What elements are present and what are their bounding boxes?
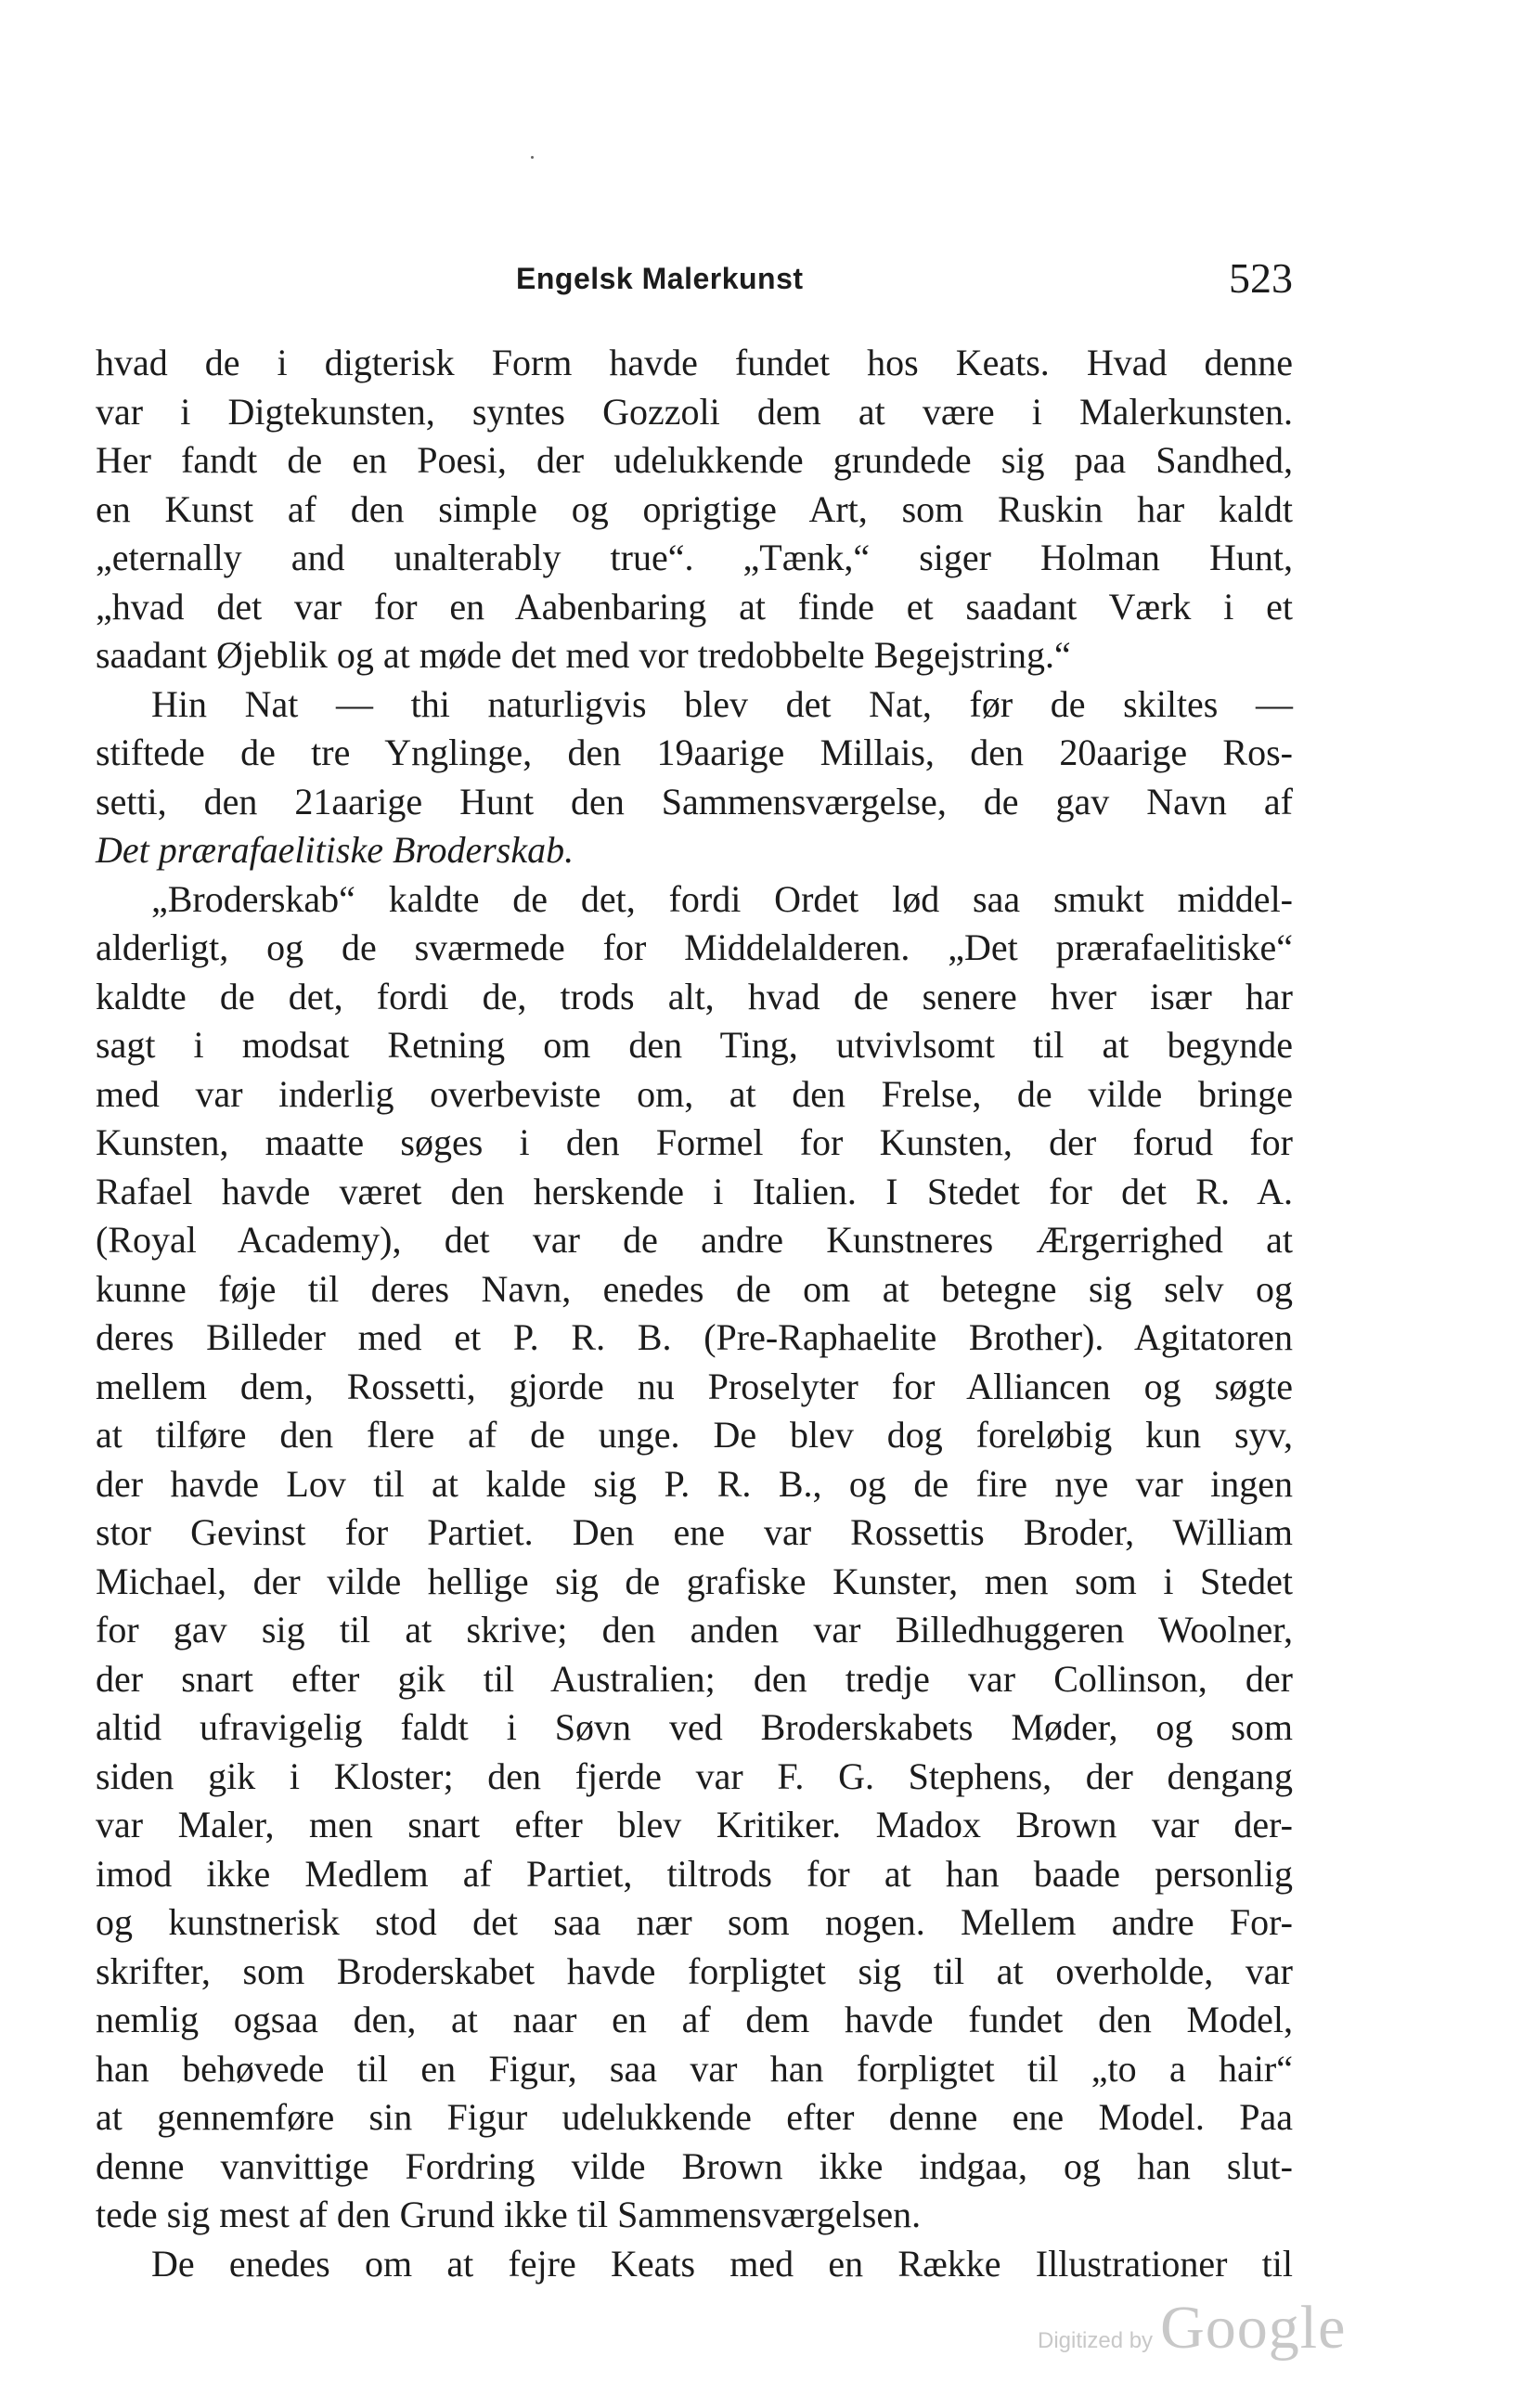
text-line: skrifter, som Broderskabet havde forpligtet sig til at overholde, var (96, 1949, 1293, 1992)
running-header (0, 255, 1536, 302)
text-line: han behøvede til en Figur, saa var han forpligtet til „to a hair“ (96, 2047, 1293, 2090)
print-speck (531, 156, 534, 159)
text-line: der havde Lov til at kalde sig P. R. B., og de fire nye var ingen (96, 1462, 1293, 1505)
text-line: saadant Øjeblik og at møde det med vor tredobbelte Begejstring.“ (96, 634, 1071, 676)
text-line: Rafael havde været den herskende i Italien. I Stedet for det R. A. (96, 1170, 1293, 1212)
text-line: var Maler, men snart efter blev Kritiker. Madox Brown var der- (96, 1804, 1293, 1845)
text-line: Kunsten, maatte søges i den Formel for Kunsten, der forud for (96, 1121, 1293, 1163)
watermark-prefix: Digitized by (1038, 2328, 1154, 2353)
text-line: var i Digtekunsten, syntes Gozzoli dem at være i Malerkunsten. (96, 390, 1293, 433)
text-line: og kunstnerisk stod det saa nær som nogen. Mellem andre For- (96, 1901, 1293, 1943)
text-line: (Royal Academy), det var de andre Kunstneres Ærgerrighed at (96, 1219, 1293, 1261)
text-line: „eternally and unalterably true“. „Tænk,“ siger Holman Hunt, (96, 537, 1293, 578)
body-text (96, 339, 1293, 2288)
text-line: mellem dem, Rossetti, gjorde nu Proselyter for Alliancen og søgte (96, 1365, 1293, 1407)
google-logo: Google (1160, 2294, 1347, 2362)
text-line: Michael, der vilde hellige sig de grafiske Kunster, men som i Stedet (96, 1560, 1293, 1602)
text-line: deres Billeder med et P. R. B. (Pre-Raphaelite Brother). Agitatoren (96, 1316, 1293, 1358)
text-line: alderligt, og de sværmede for Middelalderen. „Det prærafaelitiske“ (96, 926, 1293, 968)
text-line: imod ikke Medlem af Partiet, tiltrods for at han baade personlig (96, 1852, 1293, 1895)
text-line: Hin Nat — thi naturligvis blev det Nat, før de skiltes — (151, 682, 1293, 725)
text-line: tede sig mest af den Grund ikke til Sammensværgelsen. (96, 2194, 922, 2235)
text-line: med var inderlig overbeviste om, at den Frelse, de vilde bringe (96, 1072, 1293, 1115)
text-line: „Broderskab“ kaldte de det, fordi Ordet lød saa smukt middel- (151, 877, 1293, 920)
text-line: der snart efter gik til Australien; den tredje var Collinson, der (96, 1657, 1293, 1700)
digitized-by-watermark (1038, 2293, 1347, 2362)
text-line: Her fandt de en Poesi, der udelukkende grundede sig paa Sandhed, (96, 439, 1293, 481)
text-line: hvad de i digterisk Form havde fundet hos Keats. Hvad denne (96, 342, 1293, 383)
text-line: kunne føje til deres Navn, enedes de om at betegne sig selv og (96, 1267, 1293, 1310)
text-line: denne vanvittige Fordring vilde Brown ikke indgaa, og han slut- (96, 2144, 1293, 2187)
text-line: stiftede de tre Ynglinge, den 19aarige Millais, den 20aarige Ros- (96, 731, 1293, 773)
text-line: sagt i modsat Retning om den Ting, utvivlsomt til at begynde (96, 1024, 1293, 1066)
text-line: stor Gevinst for Partiet. Den ene var Rossettis Broder, William (96, 1511, 1293, 1553)
text-line: nemlig ogsaa den, at naar en af dem havde fundet den Model, (96, 1999, 1293, 2040)
text-line: siden gik i Kloster; den fjerde var F. G. Stephens, der dengang (96, 1754, 1293, 1797)
text-line: for gav sig til at skrive; den anden var Billedhuggeren Woolner, (96, 1609, 1293, 1651)
text-line: en Kunst af den simple og oprigtige Art, som Ruskin har kaldt (96, 487, 1293, 530)
page-number: 523 (1229, 254, 1293, 302)
text-line: „hvad det var for en Aabenbaring at finde et saadant Værk i et (96, 585, 1293, 628)
text-line: at gennemføre sin Figur udelukkende efter denne ene Model. Paa (96, 2096, 1293, 2138)
text-line: altid ufravigelig faldt i Søvn ved Broderskabets Møder, og som (96, 1706, 1293, 1748)
text-line: at tilføre den flere af de unge. De blev dog foreløbig kun syv, (96, 1414, 1293, 1456)
running-title: Engelsk Malerkunst (516, 262, 804, 295)
text-line-italic-title: Det prærafaelitiske Broderskab. (96, 829, 574, 871)
text-line: De enedes om at fejre Keats med en Række Illustrationer til (151, 2242, 1293, 2285)
text-line: kaldte de det, fordi de, trods alt, hvad de senere hver især har (96, 975, 1293, 1017)
text-line: setti, den 21aarige Hunt den Sammensværgelse, de gav Navn af (96, 780, 1293, 822)
